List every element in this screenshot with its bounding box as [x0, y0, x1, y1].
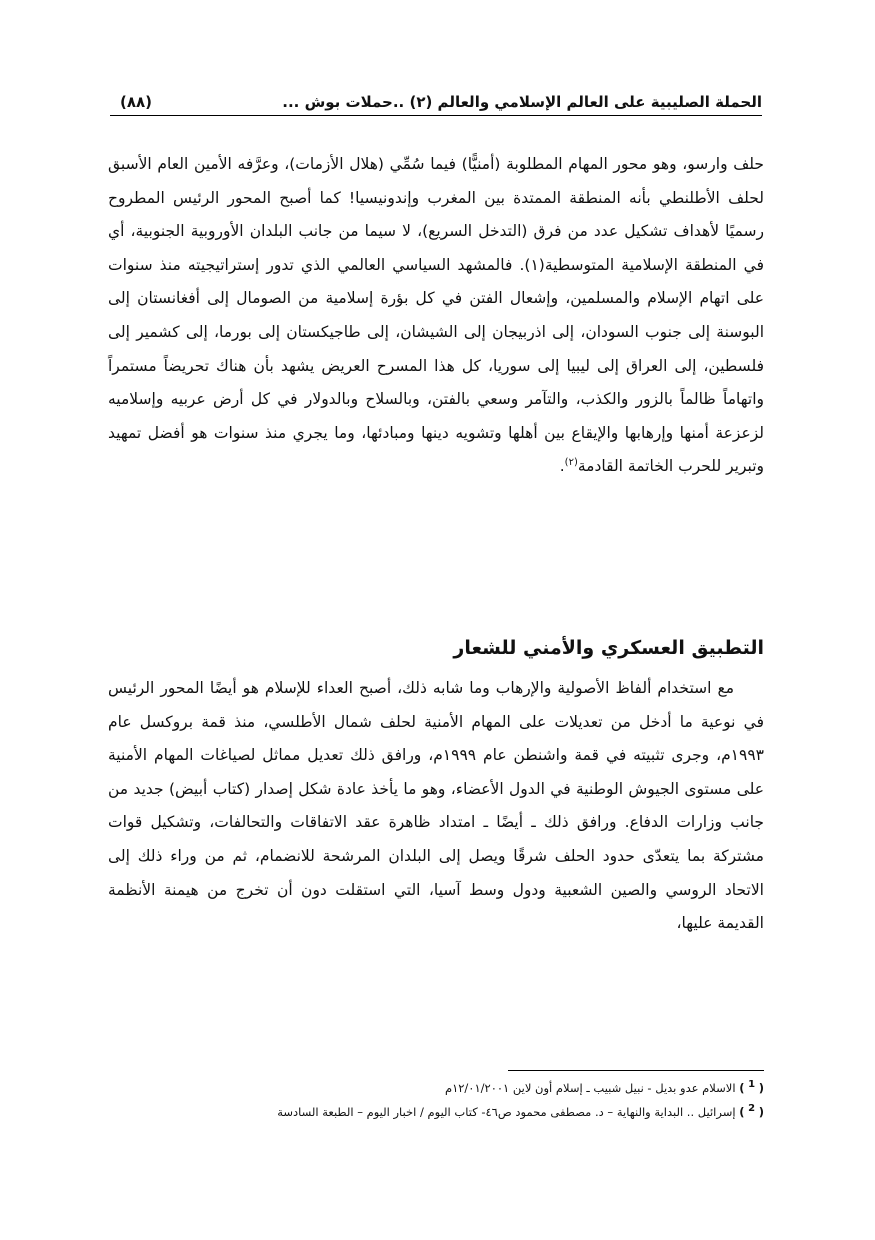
- body-paragraph-2: مع استخدام ألفاظ الأصولية والإرهاب وما شابه ذلك، أصبح العداء للإسلام هو أيضًا المحور الرئيس في نوعية ما أدخل من تعديلات على المهام الأمنية لحلف شمال الأطلسي، منذ قمة بروكسل عام ١٩٩٣م، وجرى تثبيته في قمة واشنطن عام ١٩٩٩م، ورافق ذلك تعديل مماثل لصياغات المهام الأمنية على مستوى الجيوش الوطنية في الدول الأعضاء، وهو ما يأخذ عادة شكل إصدار (كتاب أبيض) جديد من جانب وزارات الدفاع. ورافق ذلك ـ أيضًا ـ امتداد ظاهرة عقد الاتفاقات والتحالفات، وتشكيل قوات مشتركة بما يتعدّى حدود الحلف شرقًا ويصل إلى البلدان المرشحة للانضمام، ثم من وراء ذلك إلى الاتحاد الروسي والصين الشعبية ودول وسط آسيا، التي استقلت دون أن تخرج من هيمنة الأنظمة القديمة عليها،: [108, 679, 764, 933]
- footnote-1-open: (: [758, 1081, 764, 1095]
- footnote-1-number: 1: [748, 1079, 756, 1091]
- body-paragraph-1: [108, 148, 764, 484]
- footnote-2-close: ): [739, 1105, 745, 1119]
- section-heading: التطبيق العسكري والأمني للشعار: [453, 637, 764, 659]
- page-number: (٨٨): [120, 93, 153, 111]
- paragraph-1-end: .: [559, 457, 565, 476]
- footnote-2: [108, 1100, 764, 1124]
- footnote-2-text: إسرائيل .. البداية والنهاية – د. مصطفى محمود ص٤٦- كتاب اليوم / اخبار اليوم – الطبعة السادسة: [277, 1105, 736, 1119]
- footnote-1: [108, 1076, 764, 1100]
- footnote-ref-2[interactable]: (٢): [564, 457, 578, 469]
- footnotes: [108, 1076, 764, 1124]
- footnote-1-text: الاسلام عدو بديل - نبيل شبيب ـ إسلام أون لاين ١٢/٠١/٢٠٠١م: [444, 1081, 736, 1095]
- footnote-2-number: 2: [748, 1103, 756, 1115]
- footnote-separator: [508, 1070, 764, 1071]
- footnote-2-open: (: [758, 1105, 764, 1119]
- page-header: [110, 86, 762, 116]
- paragraph-1-text: حلف وارسو، وهو محور المهام المطلوبة (أمنيًّا) فيما سُمِّي (هلال الأزمات)، وعرَّفه الأمين العام الأسبق لحلف الأطلنطي بأنه المنطقة الممتدة بين المغرب وإندونيسيا! كما أصبح المحور الرئيس المطروح رسميًا لأهداف تشكيل عدد من فرق (التدخل السريع)، لا سيما من جانب البلدان الأوروبية الجنوبية، أي في المنطقة الإسلامية المتوسطية(١). فالمشهد السياسي العالمي الذي تدور إستراتيجيته منذ سنوات على اتهام الإسلام والمسلمين، وإشعال الفتن في كل بؤرة إسلامية من الصومال إلى أفغانستان إلى البوسنة إلى جنوب السودان، إلى اذربيجان إلى الشيشان، إلى طاجيكستان إلى بورما، إلى كشمير إلى فلسطين، إلى العراق إلى ليبيا إلى سوريا، كل هذا المسرح العريض يشهد بأن هناك تحريضاً مستمراً واتهاماً ظالماً بالزور والكذب، والتآمر وسعي بالفتن، وبالسلاح وبالدولار في كل أرض عربيه وإسلاميه لزعزعة أمنها وإرهابها والإيقاع بين أهلها وتشويه دينها ومبادئها، وما يجري منذ سنوات هو أفضل تمهيد وتبرير للحرب الخاتمة القادمة: [108, 155, 764, 476]
- footnote-1-close: ): [739, 1081, 745, 1095]
- running-title: الحملة الصليبية على العالم الإسلامي والعالم (٢) ..حملات بوش ...: [282, 93, 762, 111]
